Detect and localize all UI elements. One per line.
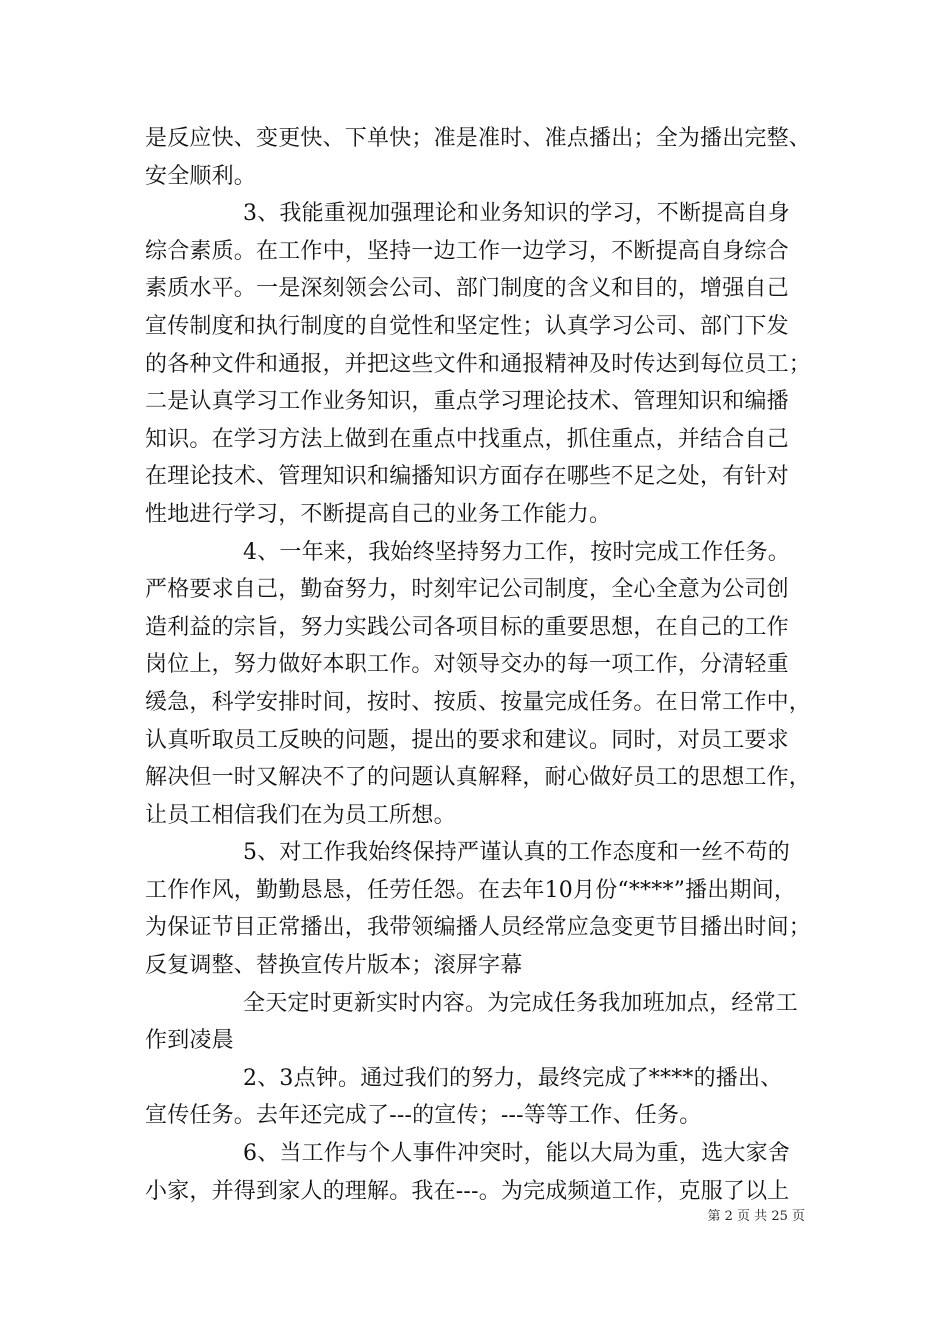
- text-line: 6、当工作与个人事件冲突时，能以大局为重，选大家舍: [243, 1141, 790, 1167]
- text-line: 全天定时更新实时内容。为完成任务我加班加点，经常工: [243, 990, 799, 1016]
- text-line: 综合素质。在工作中，坚持一边工作一边学习，不断提高自身综合: [145, 238, 789, 264]
- text-line: 4、一年来，我始终坚持努力工作，按时完成工作任务。: [243, 539, 790, 565]
- text-line: 反复调整、替换宣传片版本；滚屏字幕: [145, 953, 523, 979]
- text-line: 在理论技术、管理知识和编播知识方面存在哪些不足之处，有针对: [145, 464, 789, 490]
- text-line: 为保证节目正常播出，我带领编播人员经常应急变更节目播出时间；: [145, 915, 812, 941]
- text-line: 安全顺利。: [145, 163, 257, 189]
- text-line: 岗位上，努力做好本职工作。对领导交办的每一项工作，分清轻重: [145, 652, 789, 678]
- text-line: 3、我能重视加强理论和业务知识的学习，不断提高自身: [243, 201, 790, 227]
- text-line: 让员工相信我们在为员工所想。: [145, 802, 456, 828]
- text-line: 5、对工作我始终保持严谨认真的工作态度和一丝不苟的: [243, 840, 790, 866]
- text-line: 严格要求自己，勤奋努力，时刻牢记公司制度，全心全意为公司创: [145, 577, 789, 603]
- text-line: 作到凌晨: [145, 1028, 234, 1054]
- body-text: [145, 120, 810, 1210]
- text-line: 工作作风，勤勤恳恳，任劳任怨。在去年10月份“****”播出期间，: [145, 877, 797, 903]
- text-line: 的各种文件和通报，并把这些文件和通报精神及时传达到每位员工；: [145, 351, 812, 377]
- text-line: 缓急，科学安排时间，按时、按质、按量完成任务。在日常工作中，: [145, 689, 812, 715]
- page-footer: 第 2 页 共 25 页: [707, 1209, 805, 1224]
- text-line: 二是认真学习工作业务知识，重点学习理论技术、管理知识和编播: [145, 389, 789, 415]
- text-line: 2、3点钟。通过我们的努力，最终完成了****的播出、: [243, 1065, 783, 1091]
- text-line: 造利益的宗旨，努力实践公司各项目标的重要思想，在自己的工作: [145, 614, 789, 640]
- text-line: 素质水平。一是深刻领会公司、部门制度的含义和目的，增强自己: [145, 276, 789, 302]
- text-line: 宣传制度和执行制度的自觉性和坚定性；认真学习公司、部门下发: [145, 313, 789, 339]
- text-line: 认真听取员工反映的问题，提出的要求和建议。同时，对员工要求: [145, 727, 789, 753]
- text-line: 小家，并得到家人的理解。我在---。为完成频道工作，克服了以上: [145, 1178, 790, 1204]
- text-line: 是反应快、变更快、下单快；准是准时、准点播出；全为播出完整、: [145, 126, 812, 151]
- text-line: 知识。在学习方法上做到在重点中找重点，抓住重点，并结合自己: [145, 426, 789, 452]
- text-line: 宣传任务。去年还完成了---的宣传；---等等工作、任务。: [145, 1103, 702, 1129]
- text-line: 解决但一时又解决不了的问题认真解释，耐心做好员工的思想工作，: [145, 765, 812, 791]
- text-line: 性地进行学习，不断提高自己的业务工作能力。: [145, 501, 612, 527]
